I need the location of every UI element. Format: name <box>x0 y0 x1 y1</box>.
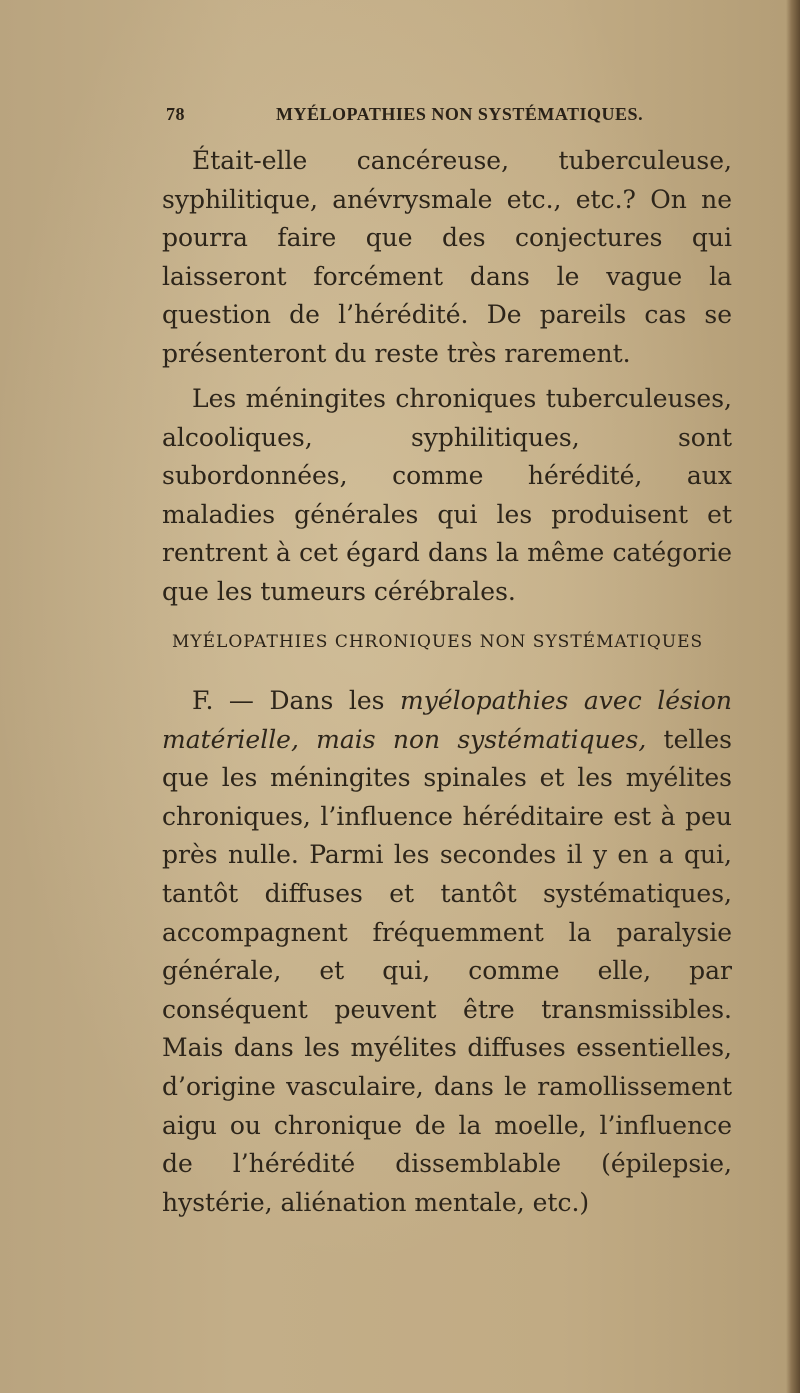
page-edge <box>786 0 800 1393</box>
paragraph-3-rest: telles que les méningites spinales et les myélites chroniques, l’influence héréditaire est à peu près nulle. Parmi les secondes il y en a qui, tantôt diffuses et tantôt systématiques, accompagnent fréquemment la paralysie générale, et qui, comme elle, par conséquent peuvent être transmissibles. Mais dans les myélites diffuses essentielles, d’origine vasculaire, dans le ramollissement aigu ou chronique de la moelle, l’influence de l’hérédité dissemblable (épilepsie, hystérie, aliénation mentale, etc.) <box>162 724 732 1217</box>
paragraph-2-block <box>162 380 732 612</box>
paragraph-1-block <box>162 142 732 374</box>
paragraph-3-lead: F. — Dans les <box>192 686 400 715</box>
section-title: MYÉLOPATHIES CHRONIQUES NON SYSTÉMATIQUES <box>172 632 704 652</box>
running-title: MYÉLOPATHIES NON SYSTÉMATIQUES. <box>276 104 644 124</box>
paragraph-3-block <box>162 682 732 1222</box>
paragraph-3 <box>162 682 732 1222</box>
paragraph-3-italic: myélopathies avec lésion matérielle, mais non systématiques, <box>162 686 732 754</box>
paragraph-2: Les méningites chroniques tuberculeuses, alcooliques, syphilitiques, sont subordonnées, comme hérédité, aux maladies générales qui les produisent et rentrent à cet égard dans la même catégorie que les tumeurs cérébrales. <box>162 384 732 606</box>
paragraph-1: Était-elle cancéreuse, tuberculeuse, syphilitique, anévrysmale etc., etc.? On ne pourra faire que des conjectures qui laisseront forcément dans le vague la question de l’hérédité. De pareils cas se présenteront du reste très rarement. <box>162 146 732 368</box>
page-number: 78 <box>166 104 185 124</box>
